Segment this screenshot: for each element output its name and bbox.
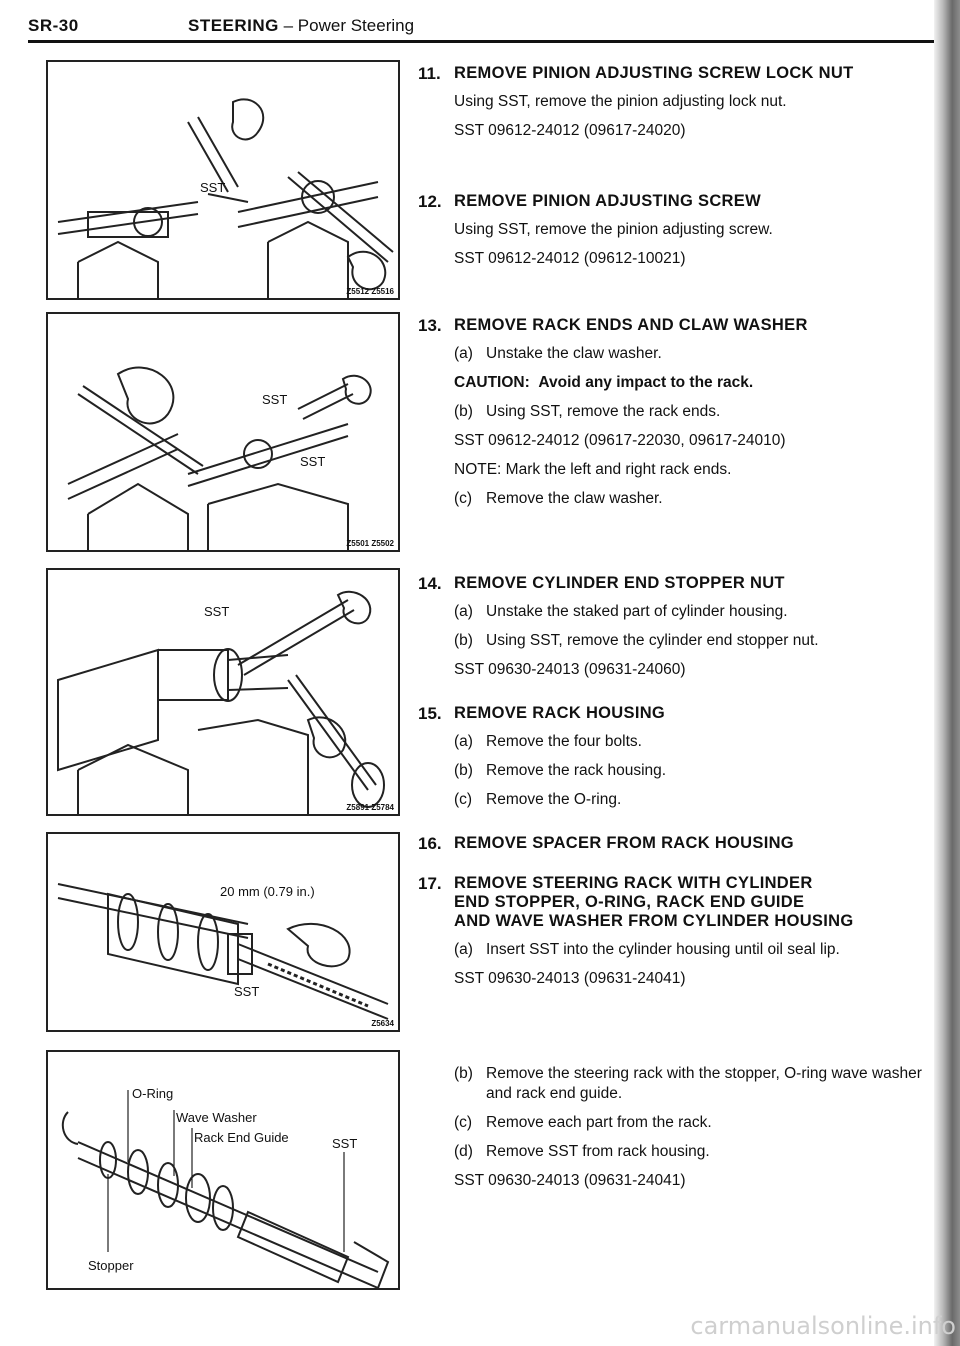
page-header <box>28 10 938 40</box>
step-number: 16. <box>418 834 442 853</box>
step-12 <box>418 192 938 269</box>
substep-text: Using SST, remove the cylinder end stopper nut. <box>486 632 819 649</box>
substep-a <box>454 732 938 752</box>
substep-label: (c) <box>454 1114 473 1131</box>
figure-cylinder-stopper-nut <box>46 568 400 816</box>
step-17 <box>418 874 938 989</box>
caution-line <box>454 373 938 393</box>
figure-rack-ends-removal <box>46 312 400 552</box>
step-title-line-1: REMOVE STEERING RACK WITH CYLINDER <box>454 874 813 892</box>
watermark: carmanualsonline.info <box>690 1312 956 1340</box>
step-number: 12. <box>418 192 442 211</box>
step-number: 15. <box>418 704 442 723</box>
substep-text: Unstake the claw washer. <box>486 345 662 362</box>
step-15 <box>418 704 938 810</box>
substep-text: Remove the four bolts. <box>486 733 642 750</box>
section-title-main: STEERING <box>188 16 279 35</box>
step-number: 14. <box>418 574 442 593</box>
substep-b <box>454 761 938 781</box>
substep-b <box>454 1064 938 1104</box>
sst-number: SST 09630-24013 (09631-24060) <box>454 661 686 678</box>
step-title: REMOVE PINION ADJUSTING SCREW LOCK NUT <box>454 64 854 82</box>
substep-text: Remove each part from the rack. <box>486 1114 712 1131</box>
substep-label: (b) <box>454 1065 473 1082</box>
step-number: 17. <box>418 874 442 893</box>
substep-a <box>454 602 938 622</box>
step-text: Using SST, remove the pinion adjusting lock nut. <box>454 93 787 110</box>
substep-d <box>454 1142 938 1162</box>
figure-code: Z5501 Z5502 <box>346 539 394 548</box>
step-title: REMOVE SPACER FROM RACK HOUSING <box>454 834 794 852</box>
substep-label: (a) <box>454 941 473 958</box>
page-number: SR-30 <box>28 16 79 35</box>
sst-number: SST 09612-24012 (09612-10021) <box>454 250 686 267</box>
figure-code: Z5891 Z5784 <box>346 803 394 812</box>
step-13 <box>418 316 938 509</box>
figure-sst-insertion <box>46 832 400 1032</box>
section-title-sub: – Power Steering <box>278 16 415 35</box>
substep-label: (b) <box>454 632 473 649</box>
step-title: REMOVE CYLINDER END STOPPER NUT <box>454 574 785 592</box>
figure-lock-nut-removal <box>46 60 400 300</box>
caution-text: Avoid any impact to the rack. <box>538 374 754 391</box>
step-number: 13. <box>418 316 442 335</box>
substep-text: Unstake the staked part of cylinder housing. <box>486 603 788 620</box>
substep-text: Remove SST from rack housing. <box>486 1143 710 1160</box>
callout-wave-washer: Wave Washer <box>176 1110 257 1125</box>
figure-rack-parts <box>46 1050 400 1290</box>
figure-5-illustration <box>48 1052 400 1290</box>
substep-text: Using SST, remove the rack ends. <box>486 403 721 420</box>
sst-number: SST 09630-24013 (09631-24041) <box>454 1172 686 1189</box>
step-14 <box>418 574 938 680</box>
substep-text: Remove the steering rack with the stopper, O-ring wave washer and rack end guide. <box>486 1065 922 1102</box>
caution-label: CAUTION: <box>454 374 530 391</box>
substep-label: (c) <box>454 791 473 808</box>
figure-4-illustration <box>48 834 400 1032</box>
substep-label: (b) <box>454 403 473 420</box>
callout-sst: SST <box>200 180 226 195</box>
callout-sst-lower: SST <box>300 454 326 469</box>
figure-2-illustration <box>48 314 400 552</box>
step-17-continued <box>418 1064 938 1191</box>
section-title <box>188 16 414 36</box>
step-16 <box>418 834 938 853</box>
figure-code: Z5512 Z5516 <box>346 287 394 296</box>
substep-c <box>454 1113 938 1133</box>
callout-rack-end-guide: Rack End Guide <box>194 1130 289 1145</box>
sst-number: SST 09612-24012 (09617-24020) <box>454 122 686 139</box>
step-title-line-2: END STOPPER, O-RING, RACK END GUIDE <box>454 893 805 911</box>
callout-stopper: Stopper <box>88 1258 134 1273</box>
step-number: 11. <box>418 64 441 83</box>
substep-label: (a) <box>454 345 473 362</box>
step-title-line-3: AND WAVE WASHER FROM CYLINDER HOUSING <box>454 912 854 930</box>
sst-number: SST 09612-24012 (09617-22030, 09617-24010) <box>454 432 786 449</box>
step-11 <box>418 64 938 141</box>
substep-c <box>454 790 938 810</box>
substep-c <box>454 489 938 509</box>
substep-a <box>454 344 938 364</box>
callout-sst: SST <box>234 984 260 999</box>
callout-sst-upper: SST <box>262 392 288 407</box>
header-rule <box>28 40 938 43</box>
callout-o-ring: O-Ring <box>132 1086 174 1101</box>
callout-sst: SST <box>204 604 230 619</box>
callout-sst: SST <box>332 1136 358 1151</box>
substep-text: Insert SST into the cylinder housing until oil seal lip. <box>486 941 840 958</box>
step-title: REMOVE PINION ADJUSTING SCREW <box>454 192 761 210</box>
step-text: Using SST, remove the pinion adjusting screw. <box>454 221 773 238</box>
callout-dimension: 20 mm (0.79 in.) <box>220 884 315 899</box>
substep-b <box>454 402 938 422</box>
substep-text: Remove the claw washer. <box>486 490 663 507</box>
substep-label: (d) <box>454 1143 473 1160</box>
substep-text: Remove the rack housing. <box>486 762 667 779</box>
substep-label: (b) <box>454 762 473 779</box>
substep-label: (a) <box>454 733 473 750</box>
step-title: REMOVE RACK ENDS AND CLAW WASHER <box>454 316 808 334</box>
substep-a <box>454 940 938 960</box>
substep-text: Remove the O-ring. <box>486 791 622 808</box>
note-line: NOTE: Mark the left and right rack ends. <box>454 461 732 478</box>
step-title: REMOVE RACK HOUSING <box>454 704 666 722</box>
figure-code: Z5634 <box>371 1019 394 1028</box>
substep-label: (c) <box>454 490 473 507</box>
substep-b <box>454 631 938 651</box>
sst-number: SST 09630-24013 (09631-24041) <box>454 970 686 987</box>
substep-label: (a) <box>454 603 473 620</box>
